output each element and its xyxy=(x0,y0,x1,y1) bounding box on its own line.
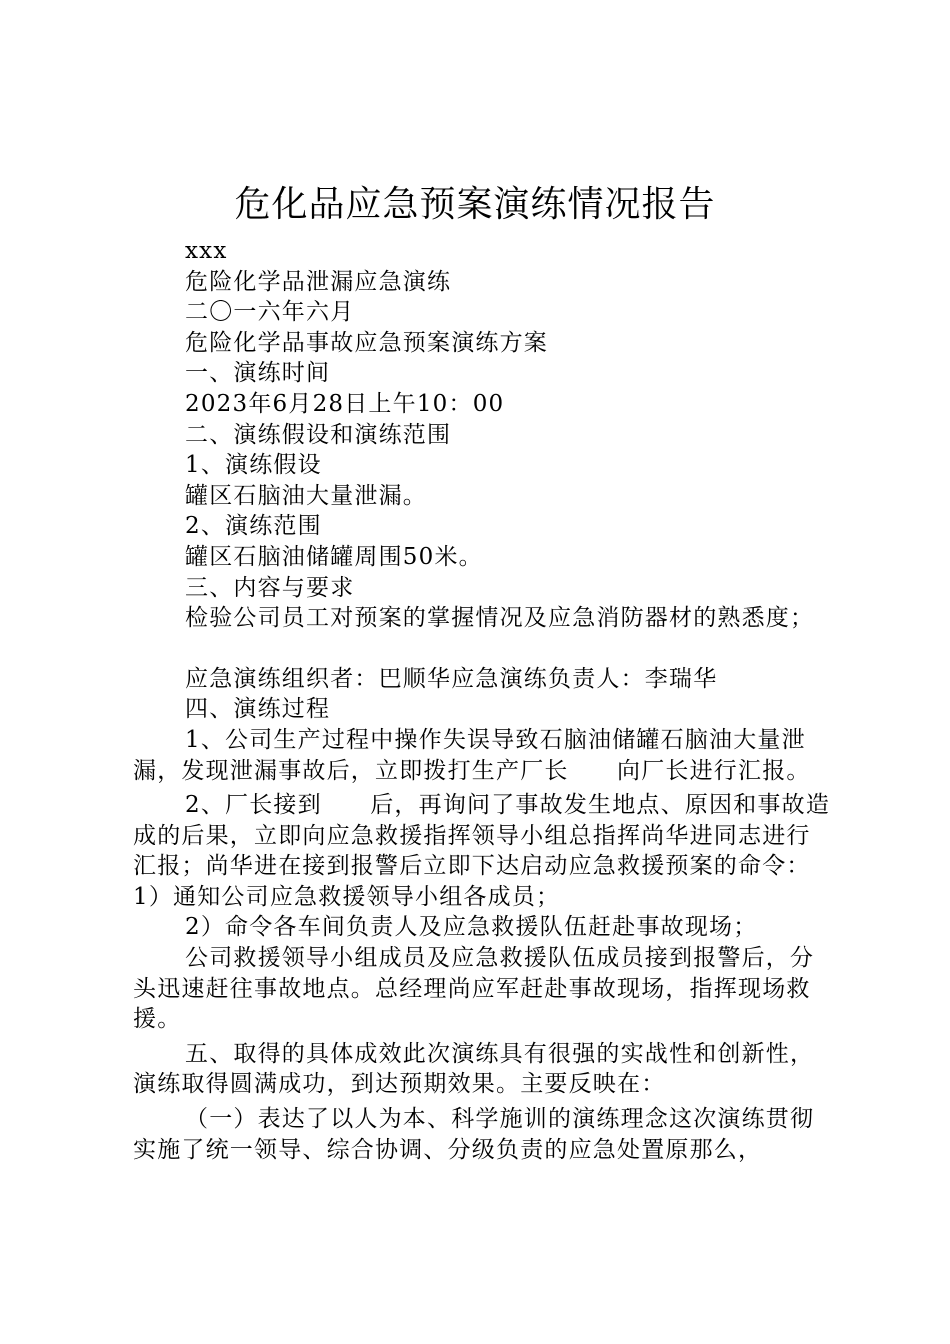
text-line: 罐区石脑油储罐周围50米。 xyxy=(185,543,483,570)
paragraph: 2、厂长接到 后，再询问了事故发生地点、原因和事故造成的后果，立即向应急救援指挥领导小组总指挥尚华进同志进行汇报；尚华进在接到报警后立即下达启动应急救援预案的命令：1）通知公司应急救援领导小组各成员； xyxy=(133,792,831,910)
section-heading: 三、内容与要求 xyxy=(185,574,355,601)
text-line: 检验公司员工对预案的掌握情况及应急消防器材的熟悉度； xyxy=(185,605,815,632)
subsection-heading: 2、演练范围 xyxy=(185,513,322,540)
blank-line xyxy=(133,634,833,664)
text-line: 罐区石脑油大量泄漏。 xyxy=(185,482,427,509)
section-heading: 四、演练过程 xyxy=(185,696,331,723)
text-line: 2023年6月28日上午10：00 xyxy=(185,390,505,417)
text-line: 危险化学品泄漏应急演练 xyxy=(185,268,452,295)
text-line: 应急演练组织者：巴顺华应急演练负责人：李瑞华 xyxy=(185,665,718,692)
section-heading: 一、演练时间 xyxy=(185,360,331,387)
document-body xyxy=(133,236,833,1165)
paragraph: 公司救援领导小组成员及应急救援队伍成员接到报警后，分头迅速赶往事故地点。总经理尚应军赶赴事故现场，指挥现场救援。 xyxy=(133,945,815,1033)
paragraph: 2）命令各车间负责人及应急救援队伍赶赴事故现场； xyxy=(185,914,758,941)
section-heading: 二、演练假设和演练范围 xyxy=(185,421,452,448)
subsection-heading: 1、演练假设 xyxy=(185,452,322,479)
paragraph: 1、公司生产过程中操作失误导致石脑油储罐石脑油大量泄漏，发现泄漏事故后，立即拨打生产厂长 向厂长进行汇报。 xyxy=(133,726,811,784)
text-line: 危险化学品事故应急预案演练方案 xyxy=(185,329,548,356)
text-line: 二〇一六年六月 xyxy=(185,299,355,326)
paragraph: （一）表达了以人为本、科学施训的演练理念这次演练贯彻实施了统一领导、综合协调、分级负责的应急处置原那么， xyxy=(133,1106,815,1163)
text-line: xxx xyxy=(185,238,228,264)
document-title: 危化品应急预案演练情况报告 xyxy=(234,184,716,225)
paragraph: 五、取得的具体成效此次演练具有很强的实战性和创新性，演练取得圆满成功，到达预期效果。主要反映在： xyxy=(133,1040,815,1098)
